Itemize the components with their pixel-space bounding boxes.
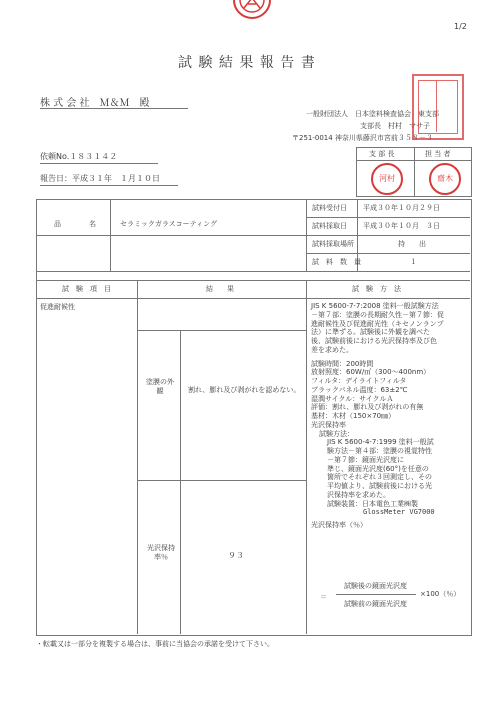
page-number: 1/2	[454, 22, 467, 31]
staff-stamp-text: 齋木	[437, 174, 453, 183]
method-line: 放射照度：60W/㎡（300～400nm）	[311, 368, 431, 377]
top-seal-icon	[228, 0, 276, 24]
formula-fraction-bar	[336, 594, 416, 595]
received-label: 試料受付日	[312, 204, 347, 212]
recipient-underline	[40, 108, 188, 109]
method-line: 進耐候性及び促進耐光性（キセノンランプ	[311, 319, 444, 328]
recipient: 株 式 会 社 Ｍ＆Ｍ 殿	[40, 98, 150, 109]
report-date-underline	[40, 185, 178, 186]
method-line: JIS K 5600-4-7:1999 塗料一般試	[327, 438, 434, 447]
method-line: JIS K 5600-7-7:2008 塗料一般試験方法	[311, 302, 439, 310]
stamp-header-manager: 支 部 長	[369, 150, 395, 158]
results-category: 促進耐候性	[40, 303, 75, 311]
divider	[36, 280, 470, 281]
method-line: －第７節：鏡面光沢度に	[327, 455, 404, 464]
row1-label: 塗膜の外観	[146, 378, 174, 395]
method-line: 基材：木材（150×70㎜）	[311, 412, 396, 420]
method-line: －第７部：塗膜の長期耐久性－第７節：促	[311, 310, 444, 319]
formula-prefix: ＝	[320, 593, 327, 601]
method-line: 湿潤サイクル：サイクルＡ	[311, 394, 394, 403]
divider	[36, 235, 470, 236]
method-line: フィルタ：デイライトフィルタ	[311, 377, 407, 385]
method-line: 平均値より、試験前後における光	[327, 482, 432, 490]
method-line: 後、試験前後における光沢保持率及び色	[311, 337, 437, 345]
method-line: 箇所でそれぞれ３回測定し、その	[327, 473, 432, 482]
quantity-value: １	[410, 258, 417, 266]
issuer-address: 〒251-0014 神奈川県藤沢市宮前３５８－３	[292, 134, 433, 142]
method-line: 準じ、鏡面光沢度(60°)を任意の	[327, 464, 429, 473]
divider	[137, 330, 306, 331]
method-line: 試験方法：	[319, 429, 354, 438]
results-header-method: 試 験 方 法	[352, 285, 401, 293]
received-value: 平成３０年１０月２９日	[363, 204, 440, 212]
organization-seal-icon	[412, 74, 464, 140]
method-line: ブラックパネル温度：63±2℃	[311, 385, 408, 394]
divider	[36, 271, 470, 272]
results-header-item: 試 験 項 目	[62, 285, 111, 293]
place-value: 持 出	[398, 240, 426, 248]
formula-suffix: ×100（％）	[420, 590, 461, 598]
method-line: 試験装置：日本電色工業㈱製	[327, 499, 418, 508]
method-description	[311, 302, 467, 530]
method-line: 験方法－第４部：塗膜の視覚特性	[327, 447, 432, 455]
request-number: 依頼No.１８３１４２	[40, 152, 118, 161]
method-line: 評価：割れ、膨れ及び剥がれの有無	[311, 403, 424, 412]
item-value: セラミックガラスコーティング	[120, 220, 217, 228]
method-line: 光沢保持率	[311, 420, 346, 429]
report-date: 報告日：平成３１年 １月１０日	[40, 174, 160, 183]
page-title: 試 験 結 果 報 告 書	[178, 55, 316, 71]
request-underline	[40, 163, 158, 164]
formula-denominator: 試験前の鏡面光沢度	[344, 600, 407, 608]
collected-label: 試料採取日	[312, 222, 347, 230]
item-label: 品 名	[54, 220, 96, 228]
method-line: 法）に準ずる。試験後に外観を調べた	[311, 328, 430, 337]
divider	[306, 217, 470, 218]
manager-stamp-text: 河村	[379, 174, 395, 183]
divider	[137, 480, 306, 481]
row1-value: 割れ、膨れ及び剥がれを認めない。	[188, 386, 301, 394]
collected-value: 平成３０年１０月 ３日	[363, 222, 440, 230]
formula-numerator: 試験後の鏡面光沢度	[344, 582, 407, 590]
divider	[306, 253, 470, 254]
method-line: 沢保持率を求めた。	[327, 490, 390, 499]
results-header-result: 結 果	[206, 285, 234, 293]
footer-note: ・転載又は一部分を複製する場合は、事前に当協会の承諾を受けて下さい。	[36, 640, 274, 648]
divider	[137, 280, 138, 634]
method-line: 光沢保持率（％）	[311, 521, 367, 529]
method-line: 差を求めた。	[311, 345, 353, 354]
stamp-header-staff: 担 当 者	[425, 150, 451, 158]
place-label: 試料採取場所	[312, 240, 354, 248]
row2-value: ９３	[228, 551, 244, 560]
divider	[180, 330, 181, 634]
method-line: 試験時間：200時間	[311, 359, 374, 368]
row2-label: 光沢保持率％	[147, 544, 175, 561]
manager-stamp	[371, 163, 403, 195]
divider	[306, 280, 307, 634]
method-line: GlossMeter VG7000	[363, 508, 435, 517]
staff-stamp	[429, 163, 461, 195]
issuer-org: 一般財団法人 日本塗料検査協会 東支部	[306, 110, 439, 118]
issuer-manager: 支部長 村村 マサ子	[360, 122, 430, 130]
divider	[36, 298, 470, 299]
approval-stamps	[356, 147, 472, 197]
quantity-label: 試 料 数 量	[312, 258, 361, 266]
